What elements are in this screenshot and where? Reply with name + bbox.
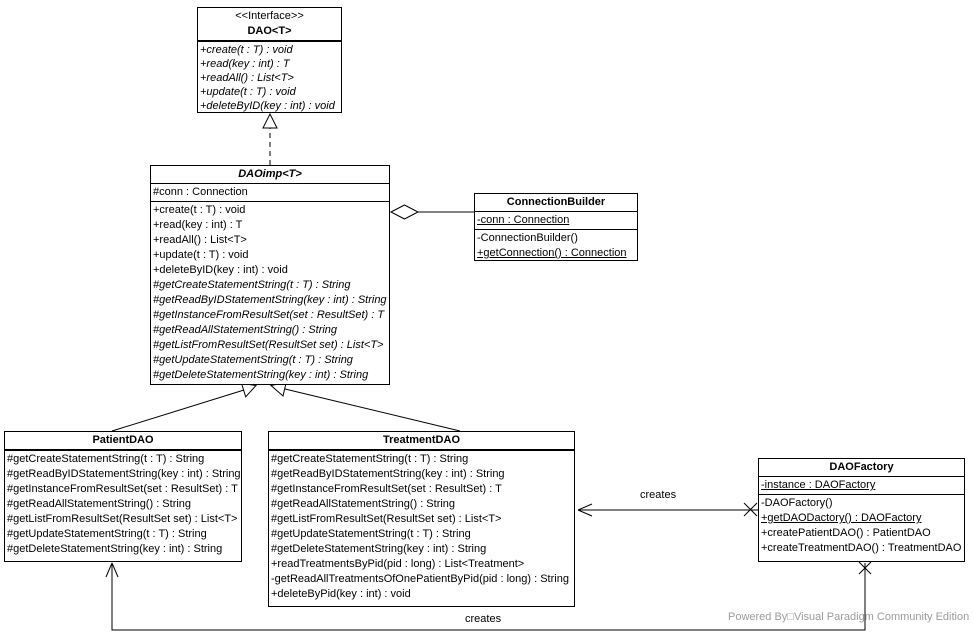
class-header [269,432,574,450]
class-name: PatientDAO [92,434,154,446]
class-header [5,432,241,450]
class-member: #getReadAllStatementString() : String [7,498,192,510]
class-member: #getInstanceFromResultSet(set : ResultSet) : T [153,309,385,321]
class-member: #getReadByIDStatementString(key : int) : String [7,468,241,480]
methods-compartment [759,494,964,557]
aggregation-edge-daoimp-connectionbuilder [391,205,474,219]
class-name: DAOimp<T> [238,168,302,180]
class-name: DAO<T> [247,25,292,37]
generalization-edge-patientdao-daoimp [112,383,256,431]
class-member: +create(t : T) : void [200,44,293,56]
class-member: #getInstanceFromResultSet(set : ResultSet) : T [271,483,502,495]
class-member: +createTreatmentDAO() : TreatmentDAO [761,542,962,554]
class-member: #getDeleteStatementString(key : int) : String [7,543,223,555]
class-member: +read(key : int) : T [200,58,290,70]
class-member: +deleteByPid(key : int) : void [271,588,411,600]
class-stereotype: <<Interface>> [235,10,304,22]
watermark-text: Powered By□Visual Paradigm Community Edition [728,611,970,623]
class-member: #getListFromResultSet(ResultSet set) : List<T> [153,339,384,351]
class-member: -instance : DAOFactory [761,479,876,491]
class-member: #getCreateStatementString(t : T) : String [153,279,351,291]
class-member: #conn : Connection [153,186,248,198]
class-member: #getListFromResultSet(ResultSet set) : List<T> [271,513,502,525]
class-member: #getDeleteStatementString(key : int) : String [271,543,487,555]
methods-compartment [198,41,341,113]
class-member: #getCreateStatementString(t : T) : String [271,453,469,465]
attributes-compartment [151,184,389,201]
methods-compartment [475,229,637,261]
class-dao-interface [197,7,342,113]
class-member: -conn : Connection [477,214,570,226]
class-member: +deleteByID(key : int) : void [153,264,288,276]
class-member: +getConnection() : Connection [477,247,627,259]
class-member: +readAll() : List<T> [200,72,294,84]
edge-label-creates-patient: creates [465,613,502,625]
class-member: #getUpdateStatementString(t : T) : String [7,528,207,540]
methods-compartment [5,450,241,558]
methods-compartment [269,450,574,603]
class-connection-builder [474,193,638,261]
class-member: #getReadByIDStatementString(key : int) : String [271,468,505,480]
class-member: -ConnectionBuilder() [477,232,578,244]
association-edge-factory-treatmentdao [578,503,758,516]
class-member: +createPatientDAO() : PatientDAO [761,527,931,539]
class-header [759,459,964,477]
class-daoimp [150,165,390,385]
edge-label-creates-treatment: creates [640,489,677,501]
class-member: #getInstanceFromResultSet(set : ResultSet) : T [7,483,238,495]
class-member: +deleteByID(key : int) : void [200,100,335,112]
class-patient-dao [4,431,242,562]
class-member: +create(t : T) : void [153,204,246,216]
class-member: -DAOFactory() [761,497,833,509]
class-header [198,8,341,41]
class-member: #getReadAllStatementString() : String [271,498,456,510]
watermark [728,607,968,627]
attributes-compartment [475,212,637,229]
class-name: DAOFactory [829,461,894,473]
class-member: +update(t : T) : void [153,249,249,261]
class-name: ConnectionBuilder [506,196,606,208]
class-member: #getUpdateStatementString(t : T) : String [271,528,471,540]
class-member: #getUpdateStatementString(t : T) : String [153,354,353,366]
class-member: #getDeleteStatementString(key : int) : String [153,369,369,381]
class-member: +update(t : T) : void [200,86,296,98]
class-treatment-dao [268,431,575,607]
realization-edge-daoimp-dao [263,114,277,165]
class-member: #getListFromResultSet(ResultSet set) : List<T> [7,513,238,525]
attributes-compartment [759,477,964,494]
class-header [151,166,389,184]
class-name: TreatmentDAO [382,434,461,446]
generalization-edge-treatmentdao-daoimp [271,382,460,431]
class-member: +readTreatmentsByPid(pid : long) : List<Treatment> [271,558,525,570]
class-member: #getCreateStatementString(t : T) : String [7,453,205,465]
class-member: +readAll() : List<T> [153,234,247,246]
class-member: +read(key : int) : T [153,219,243,231]
class-member: #getReadByIDStatementString(key : int) : String [153,294,387,306]
class-dao-factory [758,458,965,562]
class-member: #getReadAllStatementString() : String [153,324,338,336]
class-member: +getDAODactory() : DAOFactory [761,512,922,524]
class-header [475,194,637,212]
class-member: -getReadAllTreatmentsOfOnePatientByPid(pid : long) : String [271,573,569,585]
methods-compartment [151,201,389,384]
